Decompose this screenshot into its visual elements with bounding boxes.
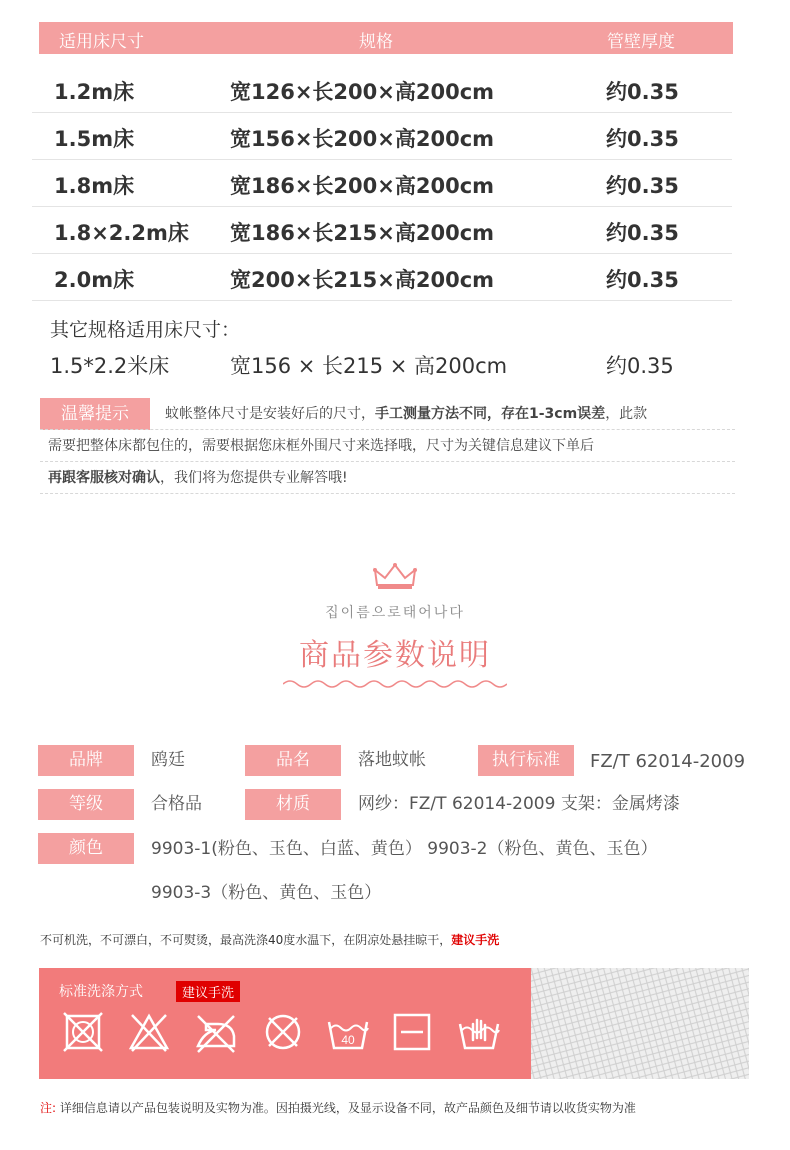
line-dry-icon [390, 1010, 434, 1054]
section-title: 商品参数说明 [299, 638, 491, 673]
table-row [32, 160, 732, 207]
no-dry-clean-icon [261, 1010, 305, 1054]
tip-text: ，我们将为您提供专业解答哦! [160, 470, 348, 486]
mesh-fabric-image [531, 968, 749, 1079]
brand-label: 品牌 [38, 745, 134, 776]
other-sizes-title: 其它规格适用床尺寸： [50, 319, 241, 341]
footer-label: 注: [40, 1101, 57, 1115]
header-thickness: 管壁厚度 [607, 32, 675, 52]
bed-size: 1.5m床 [54, 127, 135, 151]
size-table-header [39, 22, 733, 54]
tip-line-1 [40, 398, 735, 430]
product-name-label: 品名 [245, 745, 341, 776]
thickness: 约0.35 [606, 354, 674, 378]
wash-note-highlight: 建议手洗 [451, 933, 500, 947]
other-size-row [32, 348, 732, 382]
standard-label: 执行标准 [478, 745, 574, 776]
wash-panel [39, 968, 531, 1079]
table-row [32, 66, 732, 113]
footer-note [40, 1099, 636, 1116]
header-bed-size: 适用床尺寸 [59, 32, 144, 52]
crown-icon [373, 563, 417, 591]
bed-size: 2.0m床 [54, 268, 135, 292]
tip-emphasis: 手工测量方法不同，存在1-3cm误差 [375, 406, 606, 422]
tip-text: 蚊帐整体尺寸是安装好后的尺寸， [165, 406, 375, 422]
bed-size: 1.5*2.2米床 [50, 354, 170, 378]
spec: 宽156×长200×高200cm [230, 127, 495, 151]
wash-panel-title: 标准洗涤方式 [59, 984, 143, 1000]
tip-line-2 [40, 430, 735, 462]
bed-size: 1.8×2.2m床 [54, 221, 189, 245]
no-machine-wash-icon [61, 1010, 105, 1054]
korean-subtitle: 집이름으로태어나다 [325, 605, 465, 621]
color-value-line1: 9903-1(粉色、玉色、白蓝、黄色） 9903-2（粉色、黄色、玉色） [151, 839, 658, 859]
product-name-value: 落地蚊帐 [358, 750, 426, 770]
wave-divider [283, 678, 507, 690]
grade-label: 等级 [38, 789, 134, 820]
spec: 宽126×长200×高200cm [230, 80, 495, 104]
thickness: 约0.35 [606, 80, 679, 104]
bed-size: 1.8m床 [54, 174, 135, 198]
spec: 宽200×长215×高200cm [230, 268, 495, 292]
hand-wash-icon [457, 1010, 501, 1054]
wash-panel-badge: 建议手洗 [176, 981, 240, 1002]
material-value: 网纱：FZ/T 62014-2009 支架：金属烤漆 [358, 794, 680, 814]
wash-temp-label: 40 [341, 1033, 355, 1047]
spec: 宽156 × 长215 × 高200cm [230, 354, 508, 378]
spec: 宽186×长200×高200cm [230, 174, 495, 198]
tip-text: ，此款 [605, 406, 648, 422]
color-value-line2: 9903-3（粉色、黄色、玉色） [151, 883, 382, 903]
wash-note [40, 931, 499, 948]
bed-size: 1.2m床 [54, 80, 135, 104]
thickness: 约0.35 [606, 127, 679, 151]
tip-tag: 温馨提示 [40, 398, 150, 430]
brand-value: 鸥廷 [151, 750, 185, 770]
no-bleach-icon [127, 1010, 171, 1054]
table-row [32, 113, 732, 160]
material-label: 材质 [245, 789, 341, 820]
wash-40-icon [326, 1010, 370, 1054]
table-row [32, 254, 732, 301]
tip-emphasis: 再跟客服核对确认 [48, 470, 160, 486]
footer-text: 详细信息请以产品包装说明及实物为准。因拍摄光线，及显示设备不同，故产品颜色及细节请以收货实物为准 [56, 1101, 636, 1115]
thickness: 约0.35 [606, 221, 679, 245]
tip-line-3 [40, 462, 735, 494]
table-row [32, 207, 732, 254]
spec: 宽186×长215×高200cm [230, 221, 495, 245]
color-label: 颜色 [38, 833, 134, 864]
no-iron-icon [194, 1010, 238, 1054]
thickness: 约0.35 [606, 174, 679, 198]
thickness: 约0.35 [606, 268, 679, 292]
standard-value: FZ/T 62014-2009 [590, 751, 746, 772]
header-spec: 规格 [359, 32, 393, 52]
tip-text: 需要把整体床都包住的，需要根据您床框外围尺寸来选择哦，尺寸为关键信息建议下单后 [48, 438, 594, 454]
grade-value: 合格品 [151, 794, 202, 814]
wash-note-text: 不可机洗，不可漂白，不可熨烫，最高洗涤40度水温下，在阴凉处悬挂晾干， [40, 933, 452, 947]
